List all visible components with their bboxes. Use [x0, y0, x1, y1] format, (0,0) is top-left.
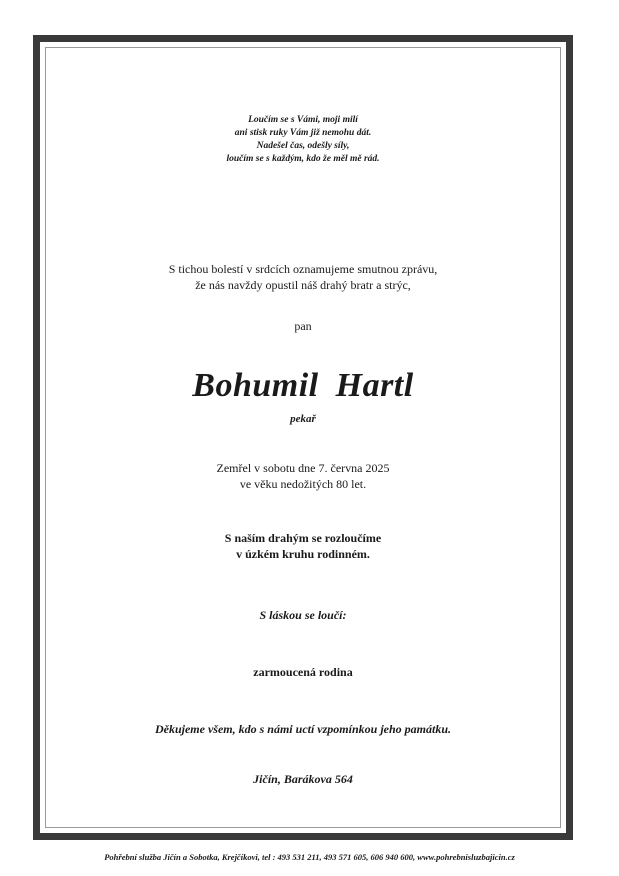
farewell-line: v úzkém kruhu rodinném.	[236, 547, 370, 561]
death-info-line: Zemřel v sobotu dne 7. června 2025	[216, 461, 390, 475]
profession: pekař	[290, 413, 316, 425]
poem-line: Nadešel čas, odešly síly,	[256, 141, 350, 151]
obituary-notice	[45, 47, 561, 828]
deceased-name: Bohumil Hartl	[192, 367, 414, 404]
honorific: pan	[294, 319, 312, 333]
address: Jičín, Barákova 564	[253, 772, 353, 786]
thanks-line: Děkujeme všem, kdo s námi uctí vzpomínkou jeho památku.	[154, 722, 451, 736]
mourners: zarmoucená rodina	[253, 665, 353, 679]
poem-line: ani stisk ruky Vám již nemohu dát.	[234, 128, 372, 138]
funeral-service-footer: Pohřební služba Jičín a Sobotka, Krejčíkovi, tel : 493 531 211, 493 571 605, 606 940 600, www.pohrebnisluzbajicin.cz	[104, 852, 515, 862]
farewell-line: S naším drahým se rozloučíme	[224, 531, 382, 545]
with-love-heading: S láskou se loučí:	[259, 608, 347, 622]
announcement-line: že nás navždy opustil náš drahý bratr a strýc,	[195, 278, 411, 292]
announcement-line: S tichou bolestí v srdcích oznamujeme smutnou zprávu,	[168, 262, 438, 276]
poem-line: Loučím se s Vámi, moji milí	[248, 115, 358, 125]
death-info-line: ve věku nedožitých 80 let.	[239, 477, 367, 491]
poem-line: loučím se s každým, kdo že měl mě rád.	[226, 154, 380, 164]
